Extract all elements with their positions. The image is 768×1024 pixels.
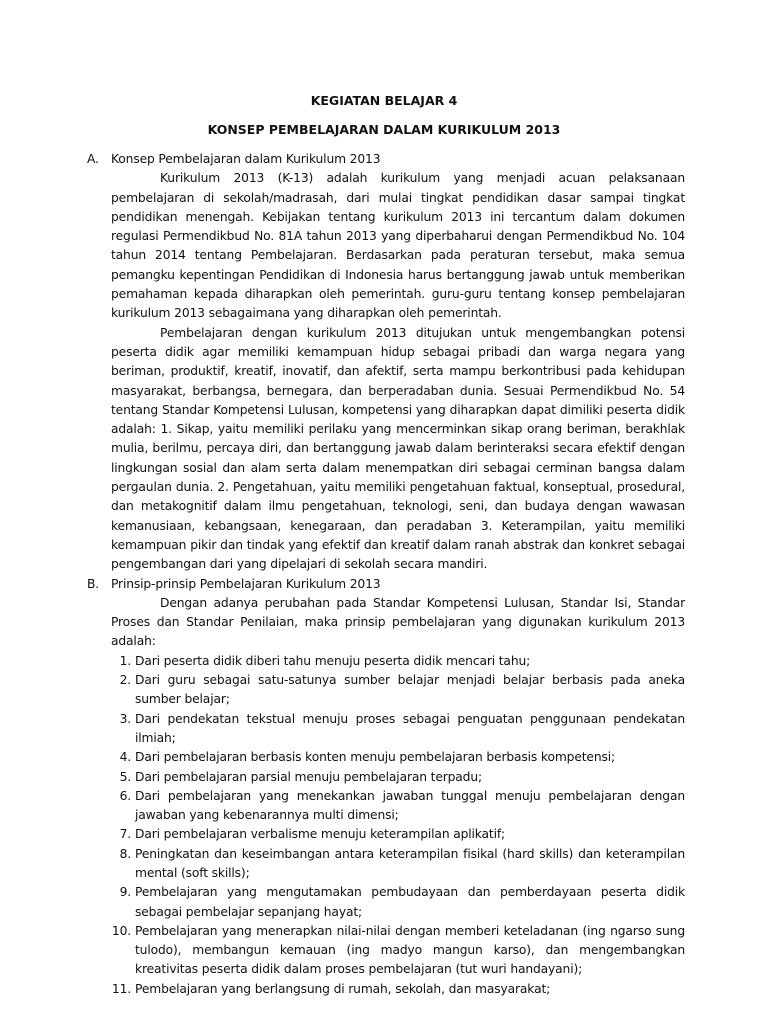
list-item — [111, 922, 685, 980]
list-item-number: 2. — [119, 673, 131, 688]
list-item — [111, 787, 685, 826]
list-item-text: Dari pembelajaran verbalisme menuju keterampilan aplikatif; — [135, 827, 506, 842]
section-a-paragraph-2: Pembelajaran dengan kurikulum 2013 ditujukan untuk mengembangkan potensi peserta didik agar memiliki kemampuan hidup sebagai pribadi dan warga negara yang beriman, produktif, kreatif, inovatif, dan afektif, serta mampu berkontribusi pada kehidupan masyarakat, berbangsa, bernegara, dan berperadaban dunia. Sesuai Permendikbud No. 54 tentang Standar Kompetensi Lulusan, kompetensi yang diharapkan dapat dimiliki peserta didik adalah: 1. Sikap, yaitu memiliki perilaku yang mencerminkan sikap orang beriman, berakhlak mulia, berilmu, percaya diri, dan bertanggung jawab dalam berinteraksi secara efektif dengan lingkungan sosial dan alam serta dalam menempatkan diri sebagai cerminan bangsa dalam pergaulan dunia. 2. Pengetahuan, yaitu memiliki pengetahuan faktual, konseptual, prosedural, dan metakognitif dalam ilmu pengetahuan, teknologi, seni, dan budaya dengan wawasan kemanusiaan, kebangsaan, kenegaraan, dan peradaban 3. Keterampilan, yaitu memiliki kemampuan pikir dan tindak yang efektif dan kreatif dalam ranah abstrak dan konkret sebagai pengembangan dari yang dipelajari di sekolah secara mandiri. — [111, 325, 685, 572]
section-a-label: A. — [87, 152, 99, 166]
list-item — [111, 748, 685, 767]
list-item-number: 1. — [119, 653, 131, 668]
section-a — [87, 150, 685, 575]
section-a-title: Konsep Pembelajaran dalam Kurikulum 2013 — [111, 152, 381, 166]
list-item — [111, 825, 685, 844]
list-item — [111, 883, 685, 922]
list-item-number: 8. — [119, 846, 131, 861]
list-item-text: Peningkatan dan keseimbangan antara keterampilan fisikal (hard skills) dan keterampilan mental (soft skills); — [135, 846, 685, 880]
list-item-text: Dari pendekatan tekstual menuju proses sebagai penguatan penggunaan pendekatan ilmiah; — [135, 711, 685, 745]
list-item-text: Dari pembelajaran parsial menuju pembelajaran terpadu; — [135, 769, 482, 784]
document-title: KONSEP PEMBELAJARAN DALAM KURIKULUM 2013 — [207, 122, 561, 137]
list-item — [111, 710, 685, 749]
list-item — [111, 768, 685, 787]
list-item-number: 7. — [119, 827, 131, 842]
document-body — [87, 150, 685, 999]
principles-list — [111, 652, 685, 999]
section-b-label: B. — [87, 576, 100, 591]
list-item — [111, 652, 685, 671]
section-b — [87, 575, 685, 1000]
list-item-text: Dari guru sebagai satu-satunya sumber belajar menjadi belajar berbasis pada aneka sumber belajar; — [135, 673, 685, 707]
list-item-number: 9. — [119, 885, 131, 900]
section-a-paragraph-1: Kurikulum 2013 (K-13) adalah kurikulum yang menjadi acuan pelaksanaan pembelajaran di sekolah/madrasah, dari mulai tingkat pendidikan dasar sampai tingkat pendidikan menengah. Kebijakan tentang kurikulum 2013 ini tercantum dalam dokumen regulasi Permendikbud No. 81A tahun 2013 yang diperbaharui dengan Permendikbud No. 104 tahun 2014 tentang Pembelajaran. Berdasarkan pada peraturan tersebut, maka semua pemangku kepentingan Pendidikan di Indonesia harus bertanggung jawab untuk memberikan pemahaman kepada diharapkan oleh pemerintah. guru-guru tentang konsep pembelajaran kurikulum 2013 sebagaimana yang diharapkan oleh pemerintah. — [111, 171, 685, 321]
list-item-number: 6. — [119, 788, 131, 803]
list-item-text: Dari pembelajaran berbasis konten menuju pembelajaran berbasis kompetensi; — [135, 750, 615, 765]
list-item — [111, 980, 685, 999]
activity-heading: KEGIATAN BELAJAR 4 — [310, 93, 458, 108]
list-item-text: Pembelajaran yang berlangsung di rumah, sekolah, dan masyarakat; — [135, 981, 551, 996]
section-b-paragraph-1: Dengan adanya perubahan pada Standar Kompetensi Lulusan, Standar Isi, Standar Proses dan Standar Penilaian, maka prinsip pembelajaran yang digunakan kurikulum 2013 adalah: — [111, 595, 685, 649]
list-item-text: Dari pembelajaran yang menekankan jawaban tunggal menuju pembelajaran dengan jawaban yang kebenarannya multi dimensi; — [135, 788, 685, 823]
list-item-text: Dari peserta didik diberi tahu menuju peserta didik mencari tahu; — [135, 653, 531, 668]
list-item-text: Pembelajaran yang menerapkan nilai-nilai dengan memberi keteladanan (ing ngarso sung tulodo), membangun kemauan (ing madyo mangun karso), dan mengembangkan kreativitas peserta didik dalam proses pembelajaran (tut wuri handayani); — [135, 923, 685, 977]
list-item — [111, 845, 685, 884]
list-item-number: 4. — [119, 750, 131, 765]
list-item-number: 3. — [119, 711, 131, 726]
list-item-number: 10. — [111, 923, 131, 938]
list-item-number: 11. — [111, 981, 131, 996]
list-item — [111, 671, 685, 710]
list-item-text: Pembelajaran yang mengutamakan pembudayaan dan pemberdayaan peserta didik sebagai pembelajar sepanjang hayat; — [135, 885, 685, 919]
section-b-title: Prinsip-prinsip Pembelajaran Kurikulum 2013 — [111, 576, 381, 591]
list-item-number: 5. — [119, 769, 131, 784]
